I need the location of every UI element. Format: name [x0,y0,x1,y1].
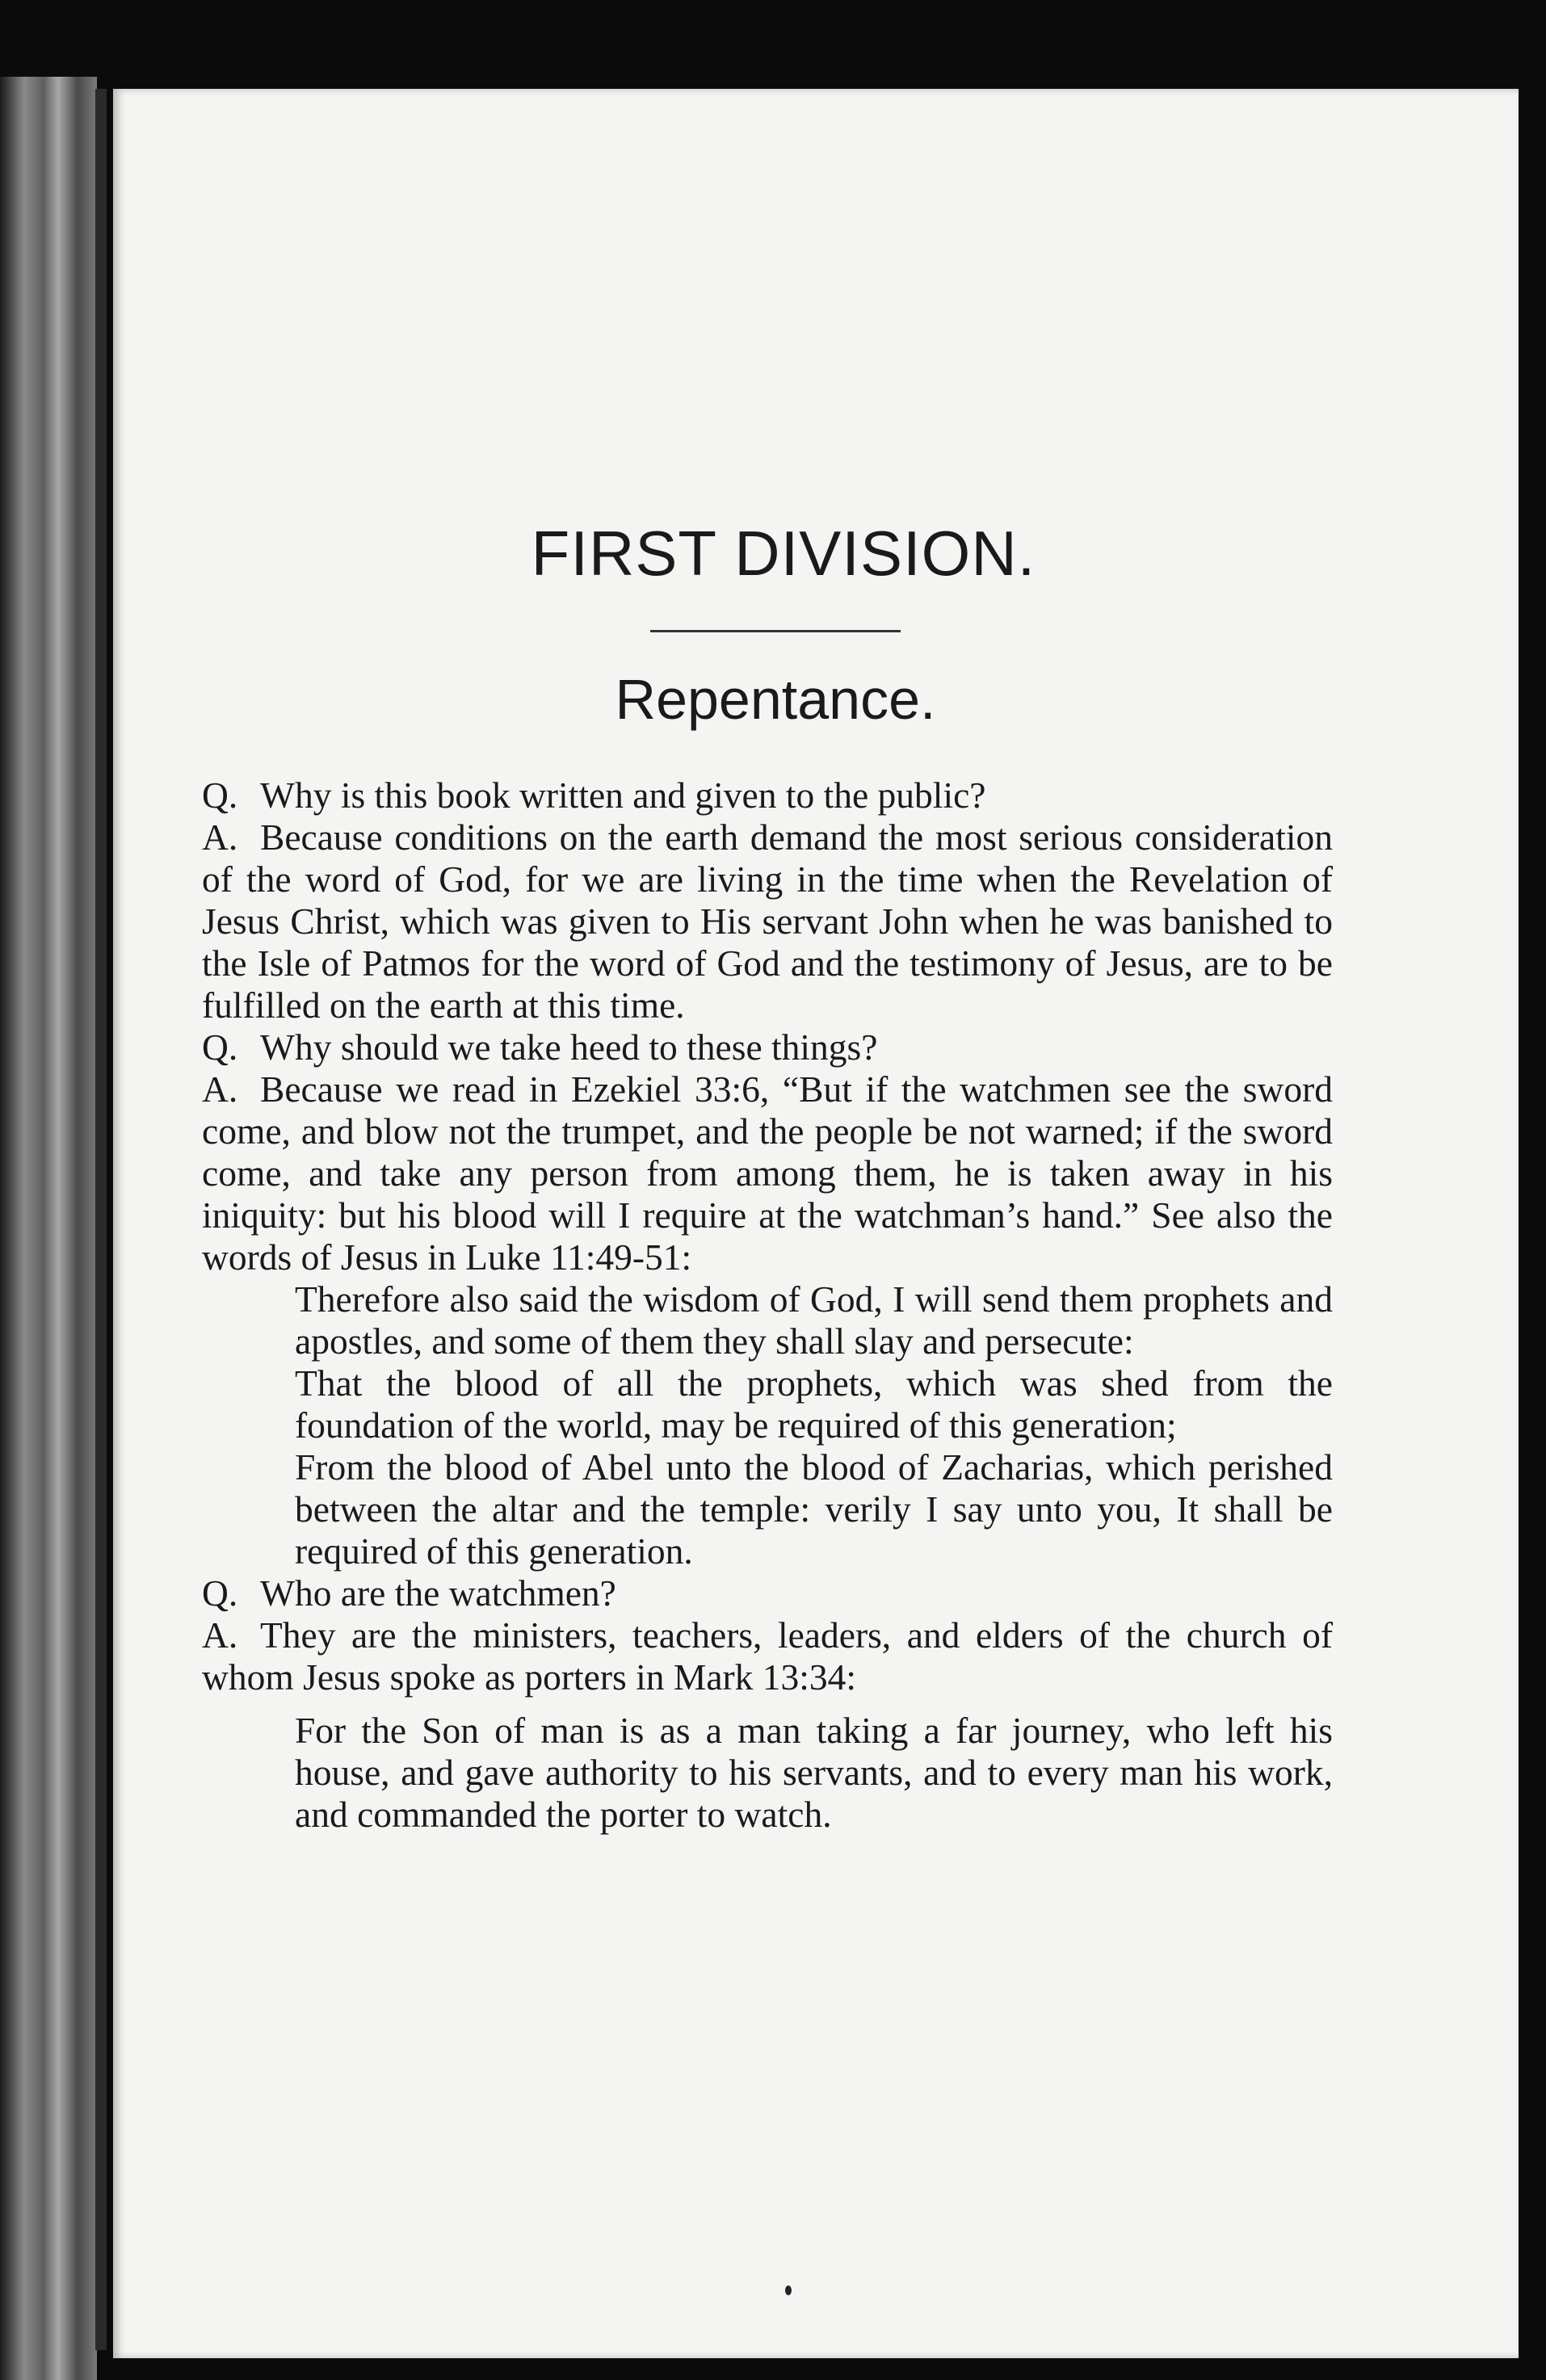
question-label: Q. [202,1026,238,1068]
luke-quote-3: From the blood of Abel unto the blood of Zacharias, which perished between the altar and the temple: verily I say unto you, It shall be required of this generation. [295,1446,1333,1572]
luke-quote-2: That the blood of all the prophets, which was shed from the foundation of the world, may be required of this generation; [295,1362,1333,1446]
answer-2 [202,1068,1333,1278]
title-rule [650,630,901,632]
answer-label: A. [202,1614,238,1656]
spacer [202,1698,1333,1710]
answer-label: A. [202,1068,238,1110]
question-2 [202,1026,1333,1068]
answer-text: They are the ministers, teachers, leaders, and elders of the church of whom Jesus spoke as porters in Mark 13:34: [202,1614,1333,1698]
spine-edge [95,89,107,2350]
answer-1 [202,816,1333,1026]
luke-quote-1: Therefore also said the wisdom of God, I will send them prophets and apostles, and some of them they shall slay and persecute: [295,1278,1333,1362]
section-title: Repentance. [615,668,936,731]
page-mark [785,2286,792,2295]
question-label: Q. [202,1572,238,1614]
answer-text: Because conditions on the earth demand the most serious consideration of the word of God, for we are living in the time when the Revelation of Jesus Christ, which was given to His servant John when he was banished to the Isle of Patmos for the word of God and the testimony of Jesus, are to be fulfilled on the earth at this time. [202,816,1333,1026]
answer-label: A. [202,816,238,858]
question-label: Q. [202,774,238,816]
page-text [202,509,1333,1836]
question-3 [202,1572,1333,1614]
book-page [113,89,1519,2358]
question-text: Why should we take heed to these things? [260,1026,878,1068]
answer-text: Because we read in Ezekiel 33:6, “But if the watchmen see the sword come, and blow not the trumpet, and the people be not warned; if the sword come, and take any person from among them, he is taken away in his iniquity: but his blood will I require at the watchman’s hand.” See also the words of Jesus in Luke 11:49-51: [202,1068,1333,1278]
division-title: FIRST DIVISION. [531,518,1036,589]
question-text: Who are the watchmen? [260,1572,616,1614]
question-1 [202,774,1333,816]
book-spine [0,77,97,2380]
answer-3 [202,1614,1333,1698]
question-text: Why is this book written and given to the public? [260,774,986,816]
mark-quote: For the Son of man is as a man taking a far journey, who left his house, and gave authority to his servants, and to every man his work, and commanded the porter to watch. [295,1710,1333,1835]
